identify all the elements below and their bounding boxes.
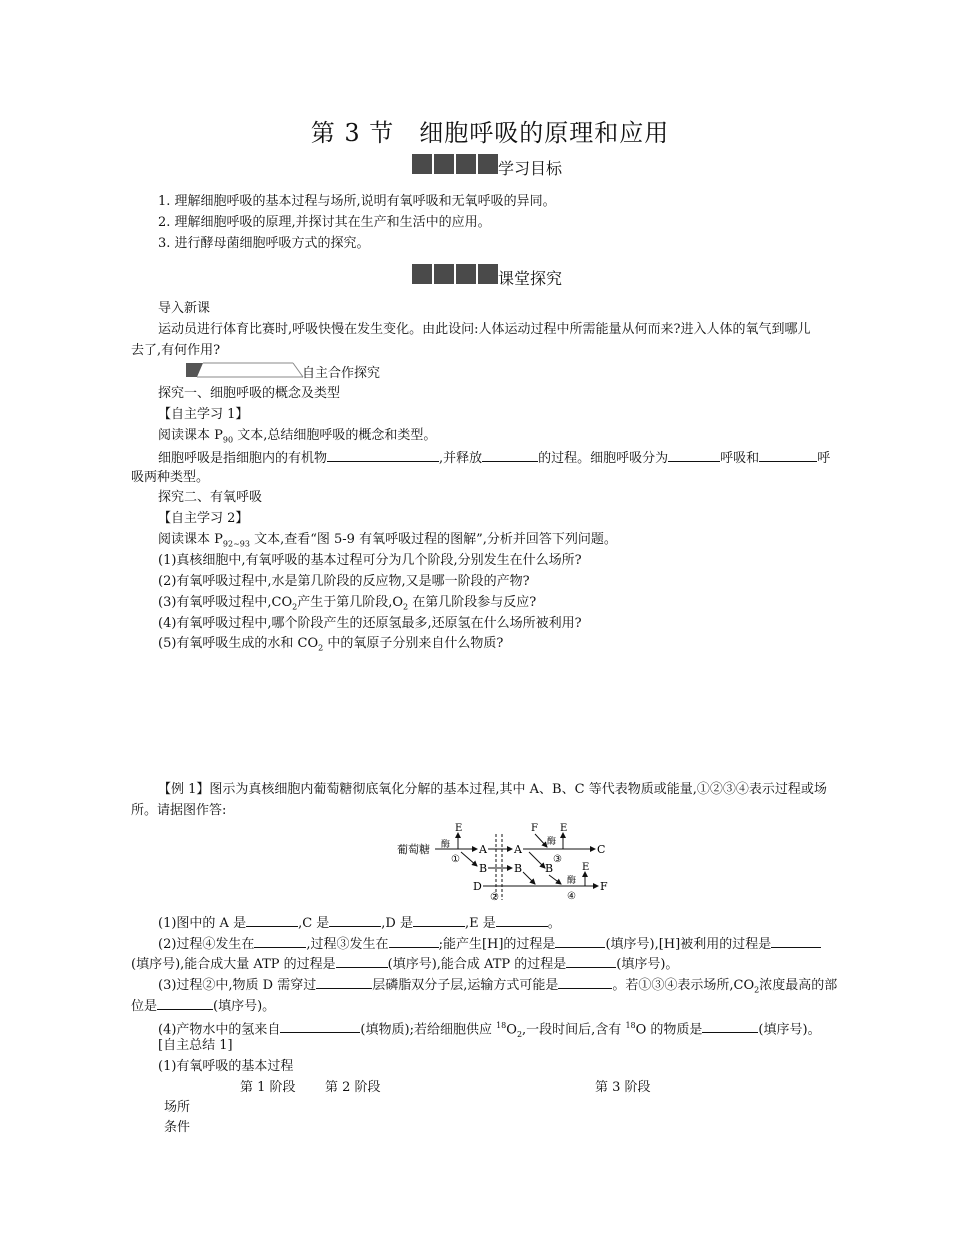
coop-tab-graphic — [185, 361, 305, 379]
coop-label: 自主合作探究 — [302, 366, 381, 381]
diagram-label-f: F — [531, 823, 538, 834]
explore-heading: 探究一、细胞呼吸的概念及类型 — [158, 386, 341, 401]
diagram-label-e3: E — [582, 862, 590, 873]
diagram-process-3: ③ — [553, 854, 562, 865]
diagram-process-2: ② — [490, 892, 499, 903]
question-4: (4)有氧呼吸过程中,哪个阶段产生的还原氢最多,还原氢在什么场所被利用? — [158, 616, 582, 631]
example-1-text: 【例 1】图示为真核细胞内葡萄糖彻底氧化分解的基本过程,其中 A、B、C 等代表物质或能量,①②③④表示过程或场 — [158, 782, 827, 797]
diagram-label-b3: B — [545, 862, 554, 875]
row-label-condition: 条件 — [164, 1120, 191, 1135]
intro-heading: 导入新课 — [158, 301, 211, 316]
diagram-enzyme: 酶 — [567, 876, 577, 886]
diagram-enzyme: 酶 — [441, 840, 451, 850]
diagram-label-c: C — [597, 843, 606, 856]
self-study-label: 【自主学习 1】 — [158, 407, 249, 422]
part-4: (4)产物水中的氢来自 (填物质);若给细胞供应 $^{18}O_2$,一段时间后,含有 $^{18}$O 的物质是 (填序号)。 — [158, 1016, 821, 1045]
diagram-label-b: B — [479, 862, 488, 875]
example-1-text: 所。请据图作答: — [131, 803, 227, 818]
question-1: (1)真核细胞中,有氧呼吸的基本过程可分为几个阶段,分别发生在什么场所? — [158, 553, 582, 568]
stage-header-1: 第 1 阶段 — [240, 1080, 296, 1095]
summary-label: [自主总结 1] — [158, 1038, 233, 1053]
diagram-process-1: ① — [451, 854, 460, 865]
definition-line: 细胞呼吸是指细胞内的有机物 ,并释放 的过程。细胞呼吸分为 呼吸和 呼 — [158, 447, 830, 469]
page-title: 第 3 节 细胞呼吸的原理和应用 — [310, 119, 670, 147]
row-label-place: 场所 — [164, 1100, 191, 1115]
banner-blocks — [412, 264, 498, 284]
diagram-label-e: E — [455, 823, 463, 834]
part-1: (1)图中的 A 是 ,C 是 ,D 是 ,E 是 。 — [158, 912, 561, 934]
diagram-label-d: D — [473, 880, 482, 893]
explore-heading: 探究二、有氧呼吸 — [158, 490, 263, 505]
stage-header-2: 第 2 阶段 — [325, 1080, 381, 1095]
read-instruction: 阅读课本 $P_{90}$ 文本,总结细胞呼吸的概念和类型。 — [158, 428, 437, 445]
diagram-label-a2: A — [514, 843, 522, 856]
goal-item-2: 2. 理解细胞呼吸的原理,并探讨其在生产和生活中的应用。 — [158, 215, 491, 230]
part-3: (3)过程②中,物质 D 需穿过 层磷脂双分子层,运输方式可能是 。若①③④表示场所$,CO_2$浓度最高的部 — [158, 974, 837, 1001]
section-goals-heading: 学习目标 — [498, 159, 563, 178]
diagram-glucose: 葡萄糖 — [397, 843, 430, 856]
definition-line: 吸两种类型。 — [131, 470, 210, 485]
question-3: (3)有氧呼吸过程中$,CO_2$产生于第几阶段$,O_2$ 在第几阶段参与反应? — [158, 595, 537, 612]
diagram-label-f2: F — [600, 880, 608, 893]
diagram-label-b2: B — [514, 862, 523, 875]
self-study-label: 【自主学习 2】 — [158, 511, 249, 526]
part-2: (2)过程④发生在 ,过程③发生在 ;能产生[H]的过程是 (填序号),[H]被利用的过程是 — [158, 933, 821, 955]
question-5: (5)有氧呼吸生成的水和 $CO_2$ 中的氧原子分别来自什么物质? — [158, 636, 504, 653]
diagram-label-a: A — [479, 843, 487, 856]
part-2: (填序号),能合成大量 ATP 的过程是 (填序号),能合成 ATP 的过程是 (填序号)。 — [131, 953, 678, 975]
intro-text: 运动员进行体育比赛时,呼吸快慢在发生变化。由此设问:人体运动过程中所需能量从何而来?进入人体的氧气到哪儿 — [158, 322, 811, 337]
diagram-label-e2: E — [560, 823, 568, 834]
summary-item: (1)有氧呼吸的基本过程 — [158, 1059, 294, 1074]
diagram-enzyme: 酶 — [547, 837, 557, 847]
diagram-process-4: ④ — [567, 891, 576, 902]
goal-item-3: 3. 进行酵母菌细胞呼吸方式的探究。 — [158, 236, 370, 251]
question-2: (2)有氧呼吸过程中,水是第几阶段的反应物,又是哪一阶段的产物? — [158, 574, 530, 589]
banner-blocks — [412, 154, 498, 174]
part-3: 位是 (填序号)。 — [131, 995, 275, 1017]
respiration-diagram — [395, 820, 625, 905]
section-class-heading: 课堂探究 — [498, 269, 563, 288]
intro-text: 去了,有何作用? — [131, 343, 221, 358]
read-instruction: 阅读课本 $P_{92\sim 93}$ 文本,查看“图 5-9 有氧呼吸过程的图解”,分析并回答下列问题。 — [158, 532, 617, 549]
goal-item-1: 1. 理解细胞呼吸的基本过程与场所,说明有氧呼吸和无氧呼吸的异同。 — [158, 194, 556, 209]
stage-header-3: 第 3 阶段 — [595, 1080, 651, 1095]
